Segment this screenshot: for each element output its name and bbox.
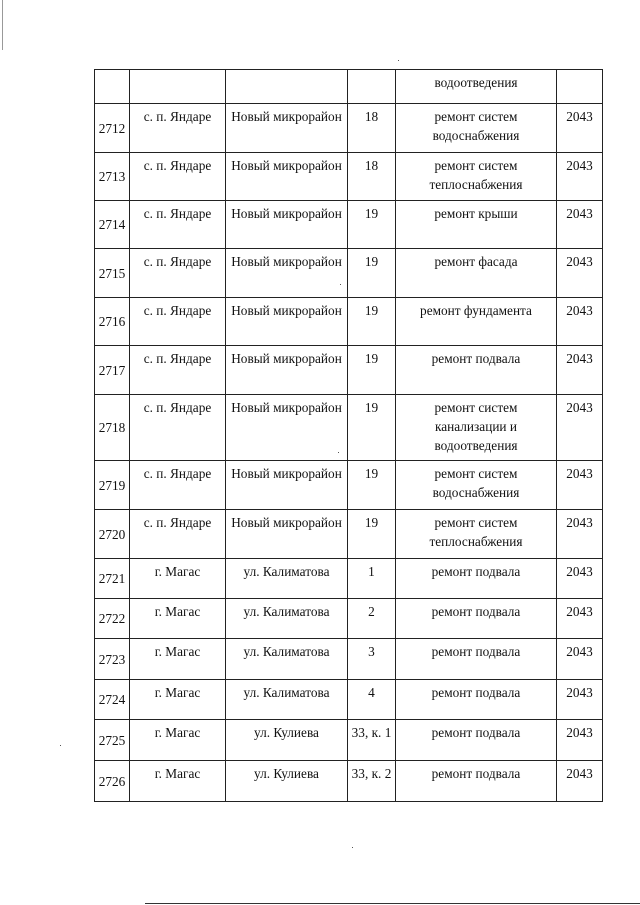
table-row (95, 104, 603, 153)
cell-house: 2 (348, 599, 396, 639)
cell-year: 2043 (557, 201, 603, 249)
cell-number: 2719 (95, 461, 130, 510)
table-row (95, 510, 603, 559)
cell-locality: г. Магас (130, 559, 226, 599)
cell-house: 18 (348, 153, 396, 201)
cell-locality (130, 70, 226, 104)
cell-work: ремонт систем теплоснабжения (396, 153, 557, 201)
cell-street: ул. Кулиева (226, 720, 348, 761)
cell-work: ремонт фасада (396, 249, 557, 298)
cell-house: 33, к. 2 (348, 761, 396, 802)
cell-street: Новый микрорайон (226, 510, 348, 559)
cell-house: 18 (348, 104, 396, 153)
cell-year: 2043 (557, 249, 603, 298)
cell-number: 2720 (95, 510, 130, 559)
cell-work: ремонт систем теплоснабжения (396, 510, 557, 559)
table-body (95, 70, 603, 802)
cell-year (557, 70, 603, 104)
cell-year: 2043 (557, 395, 603, 461)
cell-house: 19 (348, 298, 396, 346)
cell-locality: с. п. Яндаре (130, 104, 226, 153)
cell-year: 2043 (557, 104, 603, 153)
table-row (95, 153, 603, 201)
cell-street: ул. Кулиева (226, 761, 348, 802)
cell-work: ремонт крыши (396, 201, 557, 249)
cell-work: ремонт фундамента (396, 298, 557, 346)
cell-locality: с. п. Яндаре (130, 201, 226, 249)
cell-house: 4 (348, 680, 396, 720)
table-row (95, 761, 603, 802)
cell-street: Новый микрорайон (226, 249, 348, 298)
cell-locality: г. Магас (130, 761, 226, 802)
cell-house: 19 (348, 201, 396, 249)
scan-speck (60, 745, 61, 746)
cell-number: 2717 (95, 346, 130, 395)
cell-number: 2714 (95, 201, 130, 249)
cell-street: ул. Калиматова (226, 599, 348, 639)
cell-work: ремонт подвала (396, 680, 557, 720)
cell-work: ремонт подвала (396, 720, 557, 761)
table-row (95, 559, 603, 599)
cell-year: 2043 (557, 461, 603, 510)
cell-number: 2713 (95, 153, 130, 201)
table-row (95, 680, 603, 720)
cell-street: Новый микрорайон (226, 153, 348, 201)
table-row (95, 298, 603, 346)
cell-number: 2726 (95, 761, 130, 802)
cell-number: 2725 (95, 720, 130, 761)
cell-number: 2716 (95, 298, 130, 346)
cell-year: 2043 (557, 559, 603, 599)
cell-locality: с. п. Яндаре (130, 395, 226, 461)
cell-year: 2043 (557, 298, 603, 346)
cell-year: 2043 (557, 720, 603, 761)
cell-locality: с. п. Яндаре (130, 461, 226, 510)
cell-number: 2712 (95, 104, 130, 153)
scan-edge-mark (2, 0, 3, 50)
cell-locality: г. Магас (130, 720, 226, 761)
cell-number: 2722 (95, 599, 130, 639)
cell-locality: с. п. Яндаре (130, 298, 226, 346)
cell-house: 19 (348, 461, 396, 510)
bottom-rule (145, 903, 640, 904)
cell-house: 19 (348, 249, 396, 298)
cell-street (226, 70, 348, 104)
cell-street: Новый микрорайон (226, 346, 348, 395)
cell-locality: г. Магас (130, 599, 226, 639)
cell-year: 2043 (557, 680, 603, 720)
cell-number: 2724 (95, 680, 130, 720)
cell-locality: с. п. Яндаре (130, 249, 226, 298)
table-row (95, 249, 603, 298)
cell-street: Новый микрорайон (226, 395, 348, 461)
cell-number (95, 70, 130, 104)
cell-street: ул. Калиматова (226, 559, 348, 599)
cell-number: 2718 (95, 395, 130, 461)
cell-work: водоотведения (396, 70, 557, 104)
table-row (95, 639, 603, 680)
cell-work: ремонт подвала (396, 639, 557, 680)
cell-number: 2723 (95, 639, 130, 680)
continuation-row (95, 70, 603, 104)
cell-house: 33, к. 1 (348, 720, 396, 761)
cell-work: ремонт подвала (396, 599, 557, 639)
cell-work: ремонт систем водоснабжения (396, 104, 557, 153)
cell-locality: г. Магас (130, 680, 226, 720)
cell-street: Новый микрорайон (226, 298, 348, 346)
scan-speck (398, 60, 399, 61)
cell-street: Новый микрорайон (226, 461, 348, 510)
cell-year: 2043 (557, 599, 603, 639)
cell-house: 1 (348, 559, 396, 599)
cell-locality: с. п. Яндаре (130, 346, 226, 395)
cell-year: 2043 (557, 153, 603, 201)
cell-locality: с. п. Яндаре (130, 510, 226, 559)
cell-house: 19 (348, 346, 396, 395)
cell-house: 19 (348, 510, 396, 559)
cell-year: 2043 (557, 510, 603, 559)
cell-house: 3 (348, 639, 396, 680)
cell-locality: с. п. Яндаре (130, 153, 226, 201)
cell-work: ремонт подвала (396, 761, 557, 802)
table-row (95, 461, 603, 510)
cell-year: 2043 (557, 346, 603, 395)
cell-year: 2043 (557, 639, 603, 680)
cell-house (348, 70, 396, 104)
cell-street: ул. Калиматова (226, 639, 348, 680)
cell-house: 19 (348, 395, 396, 461)
cell-number: 2721 (95, 559, 130, 599)
cell-street: Новый микрорайон (226, 201, 348, 249)
cell-number: 2715 (95, 249, 130, 298)
cell-street: ул. Калиматова (226, 680, 348, 720)
cell-work: ремонт подвала (396, 346, 557, 395)
table-row (95, 395, 603, 461)
table-row (95, 201, 603, 249)
table-row (95, 346, 603, 395)
scan-speck (352, 847, 353, 848)
cell-work: ремонт систем водоснабжения (396, 461, 557, 510)
cell-locality: г. Магас (130, 639, 226, 680)
table-row (95, 720, 603, 761)
cell-year: 2043 (557, 761, 603, 802)
repair-schedule-table (94, 69, 603, 802)
table-row (95, 599, 603, 639)
cell-street: Новый микрорайон (226, 104, 348, 153)
cell-work: ремонт систем канализации и водоотведения (396, 395, 557, 461)
cell-work: ремонт подвала (396, 559, 557, 599)
